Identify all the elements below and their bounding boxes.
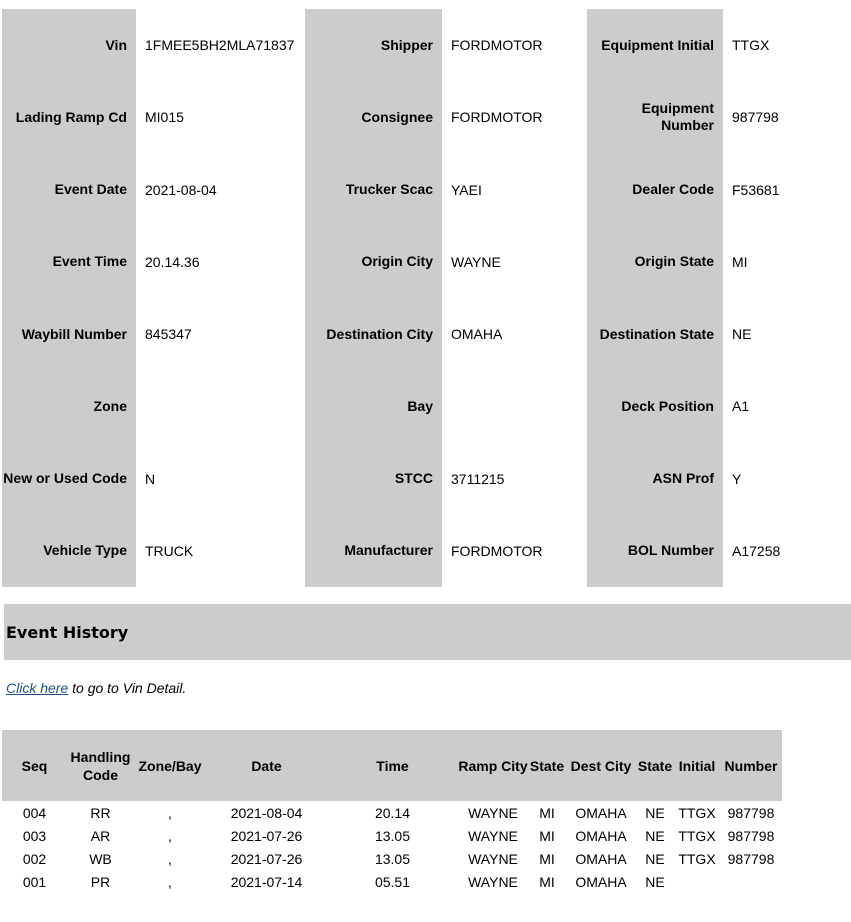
label-waybill-number: Waybill Number [2, 298, 136, 370]
cell-dest-city: OMAHA [575, 827, 627, 844]
label-event-time: Event Time [2, 226, 136, 298]
cell-handling-code: WB [89, 850, 112, 867]
label-origin-city: Origin City [305, 226, 442, 298]
label-bay: Bay [305, 370, 442, 442]
label-zone: Zone [2, 370, 136, 442]
value-destination-city: OMAHA [442, 298, 587, 370]
cell-state: NE [645, 850, 665, 867]
cell-state: MI [539, 873, 555, 890]
vin-detail-link-line [6, 680, 186, 696]
value-origin-state: MI [723, 226, 848, 298]
cell-state: NE [645, 873, 665, 890]
column-header-seq: Seq [2, 730, 67, 801]
value-bol-number: A17258 [723, 515, 848, 587]
cell-date: 2021-08-04 [230, 804, 303, 821]
column-header-dest-city: Dest City [566, 730, 636, 801]
cell-ramp-city: WAYNE [468, 827, 518, 844]
value-manufacturer: FORDMOTOR [442, 515, 587, 587]
value-origin-city: WAYNE [442, 226, 587, 298]
vin-detail-table [2, 9, 848, 587]
cell-dest-city: OMAHA [575, 804, 627, 821]
detail-row [2, 81, 848, 153]
column-header-date: Date [206, 730, 327, 801]
cell-ramp-city: WAYNE [468, 804, 518, 821]
table-row [2, 824, 782, 847]
value-bay [442, 370, 587, 442]
value-lading-ramp-cd: MI015 [136, 81, 305, 153]
cell-time: 05.51 [374, 873, 411, 890]
cell-seq: 004 [22, 804, 47, 821]
label-manufacturer: Manufacturer [305, 515, 442, 587]
cell-state: MI [539, 827, 555, 844]
detail-row [2, 370, 848, 442]
table-row [2, 870, 782, 893]
label-asn-prof: ASN Prof [587, 443, 723, 515]
label-shipper: Shipper [305, 9, 442, 81]
column-header-zone-bay: Zone/Bay [134, 730, 206, 801]
value-event-time: 20.14.36 [136, 226, 305, 298]
cell-zone-bay: , [168, 873, 172, 890]
cell-initial: TTGX [678, 827, 716, 844]
cell-date: 2021-07-26 [230, 850, 303, 867]
label-destination-city: Destination City [305, 298, 442, 370]
cell-date: 2021-07-14 [230, 873, 303, 890]
cell-seq: 002 [22, 850, 47, 867]
cell-number: 987798 [727, 850, 775, 867]
cell-initial [674, 870, 720, 893]
cell-initial: TTGX [678, 850, 716, 867]
cell-number: 987798 [727, 804, 775, 821]
label-trucker-scac: Trucker Scac [305, 154, 442, 226]
cell-state: NE [645, 827, 665, 844]
column-header-ramp-city: Ramp City [458, 730, 528, 801]
cell-state: MI [539, 804, 555, 821]
value-trucker-scac: YAEI [442, 154, 587, 226]
cell-state: NE [645, 804, 665, 821]
cell-handling-code: RR [90, 804, 111, 821]
label-bol-number: BOL Number [587, 515, 723, 587]
value-deck-position: A1 [723, 370, 848, 442]
label-event-date: Event Date [2, 154, 136, 226]
event-history-title: Event History [6, 622, 129, 642]
cell-state: MI [539, 850, 555, 867]
event-history-header [4, 604, 851, 660]
value-vehicle-type: TRUCK [136, 515, 305, 587]
column-header-time: Time [327, 730, 458, 801]
value-waybill-number: 845347 [136, 298, 305, 370]
cell-time: 13.05 [374, 850, 411, 867]
value-event-date: 2021-08-04 [136, 154, 305, 226]
cell-zone-bay: , [168, 804, 172, 821]
vin-detail-link[interactable]: Click here [6, 680, 69, 696]
cell-dest-city: OMAHA [575, 873, 627, 890]
label-stcc: STCC [305, 443, 442, 515]
table-row [2, 847, 782, 870]
label-consignee: Consignee [305, 81, 442, 153]
value-destination-state: NE [723, 298, 848, 370]
cell-time: 20.14 [374, 804, 411, 821]
cell-dest-city: OMAHA [575, 850, 627, 867]
value-dealer-code: F53681 [723, 154, 848, 226]
cell-seq: 003 [22, 827, 47, 844]
cell-zone-bay: , [168, 827, 172, 844]
label-equipment-initial: Equipment Initial [587, 9, 723, 81]
label-vin: Vin [2, 9, 136, 81]
event-history-table [2, 730, 782, 893]
value-equipment-number: 987798 [723, 81, 848, 153]
vin-detail-link-suffix: to go to Vin Detail. [68, 680, 187, 696]
value-consignee: FORDMOTOR [442, 81, 587, 153]
column-header-state: State [528, 730, 566, 801]
label-lading-ramp-cd: Lading Ramp Cd [2, 81, 136, 153]
label-dealer-code: Dealer Code [587, 154, 723, 226]
label-new-or-used-code: New or Used Code [2, 443, 136, 515]
label-origin-state: Origin State [587, 226, 723, 298]
cell-number [720, 870, 782, 893]
cell-initial: TTGX [678, 804, 716, 821]
value-equipment-initial: TTGX [723, 9, 848, 81]
value-zone [136, 370, 305, 442]
detail-row [2, 515, 848, 587]
detail-row [2, 298, 848, 370]
label-equipment-number: Equipment Number [587, 81, 723, 153]
value-asn-prof: Y [723, 443, 848, 515]
column-header-initial: Initial [674, 730, 720, 801]
label-vehicle-type: Vehicle Type [2, 515, 136, 587]
value-stcc: 3711215 [442, 443, 587, 515]
cell-zone-bay: , [168, 850, 172, 867]
cell-ramp-city: WAYNE [468, 873, 518, 890]
value-shipper: FORDMOTOR [442, 9, 587, 81]
cell-handling-code: PR [90, 873, 111, 890]
cell-seq: 001 [22, 873, 47, 890]
value-new-or-used-code: N [136, 443, 305, 515]
column-header-number: Number [720, 730, 782, 801]
column-header-handling-code: Handling Code [67, 730, 134, 801]
label-deck-position: Deck Position [587, 370, 723, 442]
label-destination-state: Destination State [587, 298, 723, 370]
cell-ramp-city: WAYNE [468, 850, 518, 867]
table-row [2, 801, 782, 824]
cell-date: 2021-07-26 [230, 827, 303, 844]
detail-row [2, 226, 848, 298]
cell-number: 987798 [727, 827, 775, 844]
value-vin: 1FMEE5BH2MLA71837 [136, 9, 305, 81]
cell-handling-code: AR [90, 827, 111, 844]
detail-row [2, 154, 848, 226]
detail-row [2, 9, 848, 81]
cell-time: 13.05 [374, 827, 411, 844]
detail-row [2, 443, 848, 515]
column-header-state: State [636, 730, 674, 801]
